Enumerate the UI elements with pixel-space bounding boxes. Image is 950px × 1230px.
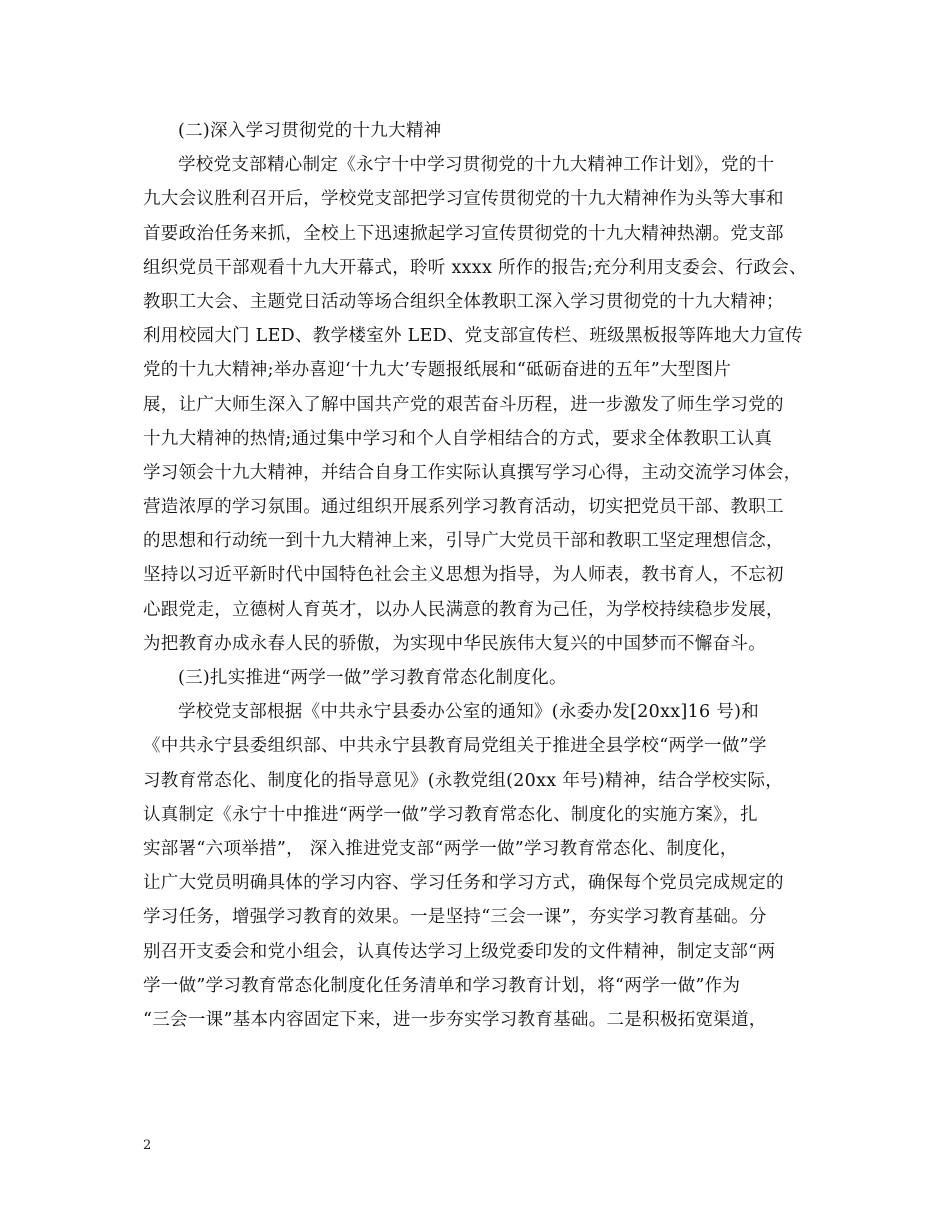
paragraph-line: 学习任务，增强学习教育的效果。一是坚持“三会一课”，夯实学习教育基础。分: [143, 907, 767, 928]
paragraph-line: “三会一课”基本内容固定下来，进一步夯实学习教育基础。二是积极拓宽渠道，: [143, 1009, 767, 1030]
paragraph-line: 首要政治任务来抓，全校上下迅速掀起学习宣传贯彻党的十九大精神热潮。党支部: [143, 223, 784, 244]
paragraph-line: 教职工大会、主题党日活动等场合组织全体教职工深入学习贯彻党的十九大精神；: [143, 291, 784, 312]
paragraph-line: 学习领会十九大精神，并结合自身工作实际认真撰写学习心得，主动交流学习体会，: [143, 462, 802, 483]
paragraph-line: 十九大精神的热情;通过集中学习和个人自学相结合的方式，要求全体教职工认真: [143, 428, 773, 449]
paragraph-line: 学校党支部精心制定《永宁十中学习贯彻党的十九大精神工作计划》，党的十: [178, 155, 775, 176]
paragraph-line: 利用校园大门 LED、教学楼室外 LED、党支部宣传栏、班级黑板报等阵地大力宣传: [143, 326, 803, 347]
paragraph-line: 展，让广大师生深入了解中国共产党的艰苦奋斗历程，进一步激发了师生学习党的: [143, 394, 784, 415]
paragraph-line: 心跟党走，立德树人育英才，以办人民满意的教育为己任，为学校持续稳步发展，: [143, 599, 784, 620]
paragraph-line: 学一做”学习教育常态化制度化任务清单和学习教育计划，将“两学一做”作为: [143, 975, 741, 996]
document-body: [143, 114, 818, 1037]
page-number: 2: [143, 1138, 152, 1153]
paragraph-line: 认真制定《永宁十中推进“两学一做”学习教育常态化、制度化的实施方案》，扎: [143, 804, 758, 825]
paragraph-line: 组织党员干部观看十九大开幕式，聆听 xxxx 所作的报告;充分利用支委会、行政会、: [143, 257, 807, 278]
paragraph-line: 习教育常态化、制度化的指导意见》(永教党组(20xx 年号)精神，结合学校实际，: [143, 770, 784, 791]
paragraph-line: 营造浓厚的学习氛围。通过组织开展系列学习教育活动，切实把党员干部、教职工: [143, 497, 784, 518]
section-heading-3: (三)扎实推进“两学一做”学习教育常态化制度化。: [178, 668, 567, 688]
paragraph-line: 党的十九大精神;举办喜迎‘十九大’专题报纸展和“砥砺奋进的五年”大型图片: [143, 360, 732, 381]
paragraph-line: 让广大党员明确具体的学习内容、学习任务和学习方式，确保每个党员完成规定的: [143, 873, 784, 894]
paragraph-line: 《中共永宁县委组织部、中共永宁县教育局党组关于推进全县学校“两学一做”学: [143, 736, 767, 757]
paragraph-line: 九大会议胜利召开后，学校党支部把学习宣传贯彻党的十九大精神作为头等大事和: [143, 189, 784, 210]
paragraph-line: 学校党支部根据《中共永宁县委办公室的通知》(永委办发[20xx]16 号)和: [178, 702, 760, 723]
section-heading-2: (二)深入学习贯彻党的十九大精神: [178, 121, 442, 141]
paragraph-line: 别召开支委会和党小组会，认真传达学习上级党委印发的文件精神，制定支部“两: [143, 941, 776, 962]
paragraph-line: 的思想和行动统一到十九大精神上来，引导广大党员干部和教职工坚定理想信念，: [143, 531, 784, 552]
paragraph-line: 为把教育办成永春人民的骄傲，为实现中华民族伟大复兴的中国梦而不懈奋斗。: [143, 633, 766, 654]
paragraph-line: 坚持以习近平新时代中国特色社会主义思想为指导，为人师表，教书育人，不忘初: [143, 565, 784, 586]
paragraph-line: 实部署“六项举措”， 深入推进党支部“两学一做”学习教育常态化、制度化，: [143, 838, 738, 859]
